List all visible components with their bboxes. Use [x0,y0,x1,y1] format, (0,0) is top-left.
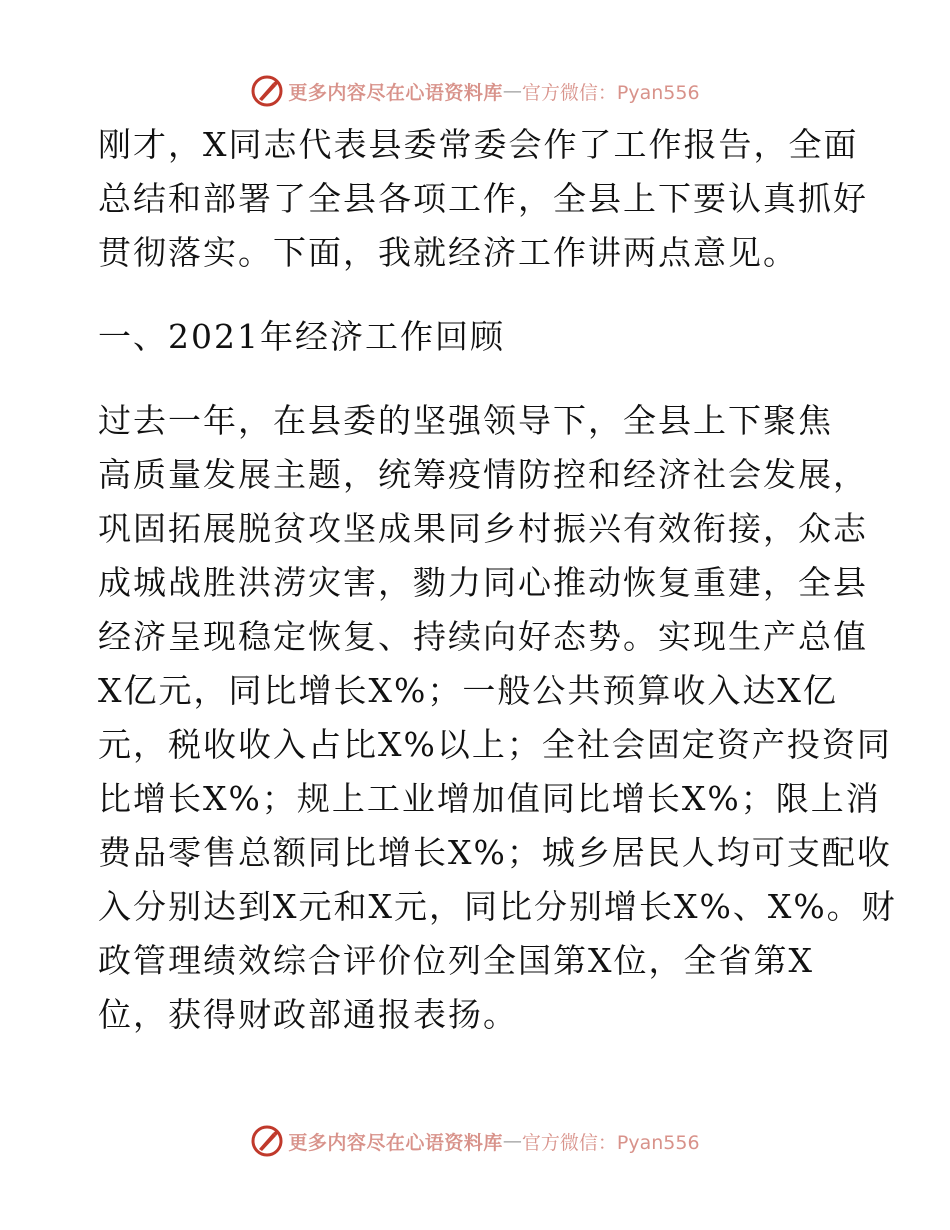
text-line: 比增长X%；规上工业增加值同比增长X%；限上消 [98,779,881,818]
text-line: 刚才，X同志代表县委常委会作了工作报告，全面 [98,125,859,164]
footer-watermark [0,1121,950,1161]
text-line: 经济呈现稳定恢复、持续向好态势。实现生产总值 [98,617,868,656]
text-line: X亿元，同比增长X%；一般公共预算收入达X亿 [98,671,838,710]
watermark-wechat: 官方微信：Pyan556 [521,1131,700,1154]
watermark-site-text: 更多内容尽在心语资料库 [288,81,503,104]
text-line: 元，税收收入占比X%以上；全社会固定资产投资同 [98,725,892,764]
header-watermark [0,71,950,111]
intro-paragraph [98,118,868,280]
text-line: 成城战胜洪涝灾害，勠力同心推动恢复重建，全县 [98,563,868,602]
text-line: 总结和部署了全县各项工作，全县上下要认真抓好 [98,179,868,218]
pen-logo-icon [250,74,284,108]
text-line: 巩固拓展脱贫攻坚成果同乡村振兴有效衔接，众志 [98,509,868,548]
text-line: 政管理绩效综合评价位列全国第X位，全省第X [98,941,814,980]
heading-text: 一、2021年经济工作回顾 [98,317,505,356]
text-line: 贯彻落实。下面，我就经济工作讲两点意见。 [98,233,798,272]
pen-logo-icon [250,1124,284,1158]
text-line: 过去一年，在县委的坚强领导下，全县上下聚焦 [98,401,833,440]
section-heading [98,310,858,364]
watermark-separator: — [502,1130,522,1152]
text-line: 入分别达到X元和X元，同比分别增长X%、X%。财 [98,887,897,926]
watermark-wechat: 官方微信：Pyan556 [521,81,700,104]
document-body [98,118,897,1042]
text-line: 费品零售总额同比增长X%；城乡居民人均可支配收 [98,833,892,872]
watermark-site-text: 更多内容尽在心语资料库 [288,1131,503,1154]
review-paragraph [98,394,897,1042]
text-line: 位，获得财政部通报表扬。 [98,995,518,1034]
watermark-separator: — [502,80,522,102]
text-line: 高质量发展主题，统筹疫情防控和经济社会发展， [98,455,868,494]
